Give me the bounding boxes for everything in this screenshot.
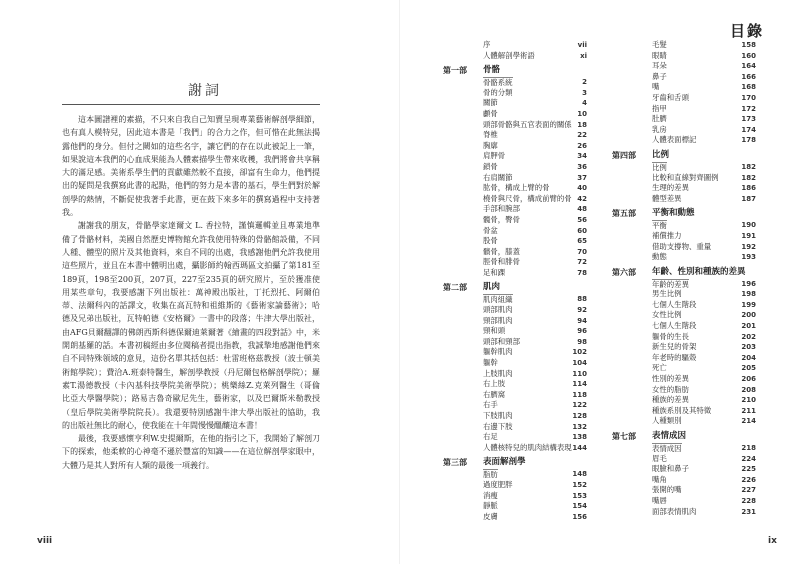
toc-entry-page: 94 <box>577 316 587 325</box>
toc-entry-title: 嘴唇 <box>652 495 667 505</box>
toc-entry-title: 頭部肌肉 <box>483 305 513 315</box>
toc-entry-title: 髖骨，臀骨 <box>483 214 520 224</box>
toc-entry[interactable] <box>443 491 587 502</box>
toc-entry[interactable] <box>443 369 587 380</box>
toc-entry[interactable] <box>612 475 756 486</box>
toc-entry[interactable] <box>443 422 587 433</box>
toc-entry-page: 48 <box>577 205 587 214</box>
toc-entry-title: 鎖骨 <box>483 161 498 171</box>
toc-entry[interactable] <box>443 120 587 131</box>
ack-paragraph-3: 最後，我要感懷亨利W.史提爾斯，在他的指引之下，我開始了解剖刀下的探索，他柔軟的心神毫不遜於豐富的知識——在這位解剖學家眼中，大體乃是其人對所有人類的最後一項義行。 <box>62 434 320 470</box>
toc-entry-title: 鼻子 <box>652 71 667 81</box>
toc-entry-title: 性別的差異 <box>652 374 689 384</box>
toc-entry[interactable] <box>612 61 756 72</box>
ack-paragraph-1: 這本圖譜裡的素描，不只來自我自己知賣呈現專業藝術解剖學細節，也有真人模特兒，因此這本書是「我們」的合力之作，但可惜在此無法揭露他們的身分。但付之闕如的這些名字，讓它們的存在以此被記上一筆，如果說這本我們的心血成果能為人體素描學生帶來收穫，我們將會共享稱大的滿足感。美術系學生們的貢獻雖然較不直接，卻富有生命力，他們提出的疑問是我撰寫此書的起點，他們的努力是本書的基石，學生們對於解剖學的熱情，不斷促使我著手此書，更在鼓下來多年的撰寫過程中支持著我。 <box>62 115 320 218</box>
toc-entry-page: 70 <box>577 247 587 256</box>
toc-entry-page: 114 <box>572 380 587 389</box>
part-number: 第三部 <box>443 458 467 468</box>
toc-entry-page: 110 <box>572 369 587 378</box>
toc-entry-page: 42 <box>577 194 587 203</box>
toc-entry-title: 肌肉組織 <box>483 295 513 305</box>
toc-entry-page: 37 <box>577 173 587 182</box>
toc-entry-title: 右臍窩 <box>483 389 506 399</box>
toc-entry[interactable] <box>612 194 756 205</box>
toc-entry-title: 右手 <box>483 400 498 410</box>
toc-entry-title: 體型差異 <box>652 193 682 203</box>
toc-entry-page: 168 <box>741 83 756 92</box>
toc-entry-title: 足和踝 <box>483 267 506 277</box>
acknowledgements-body <box>62 113 320 472</box>
toc-entry-title: 髕骨，膝蓋 <box>483 246 520 256</box>
toc-entry-page: 18 <box>577 120 587 129</box>
toc-entry-page: 205 <box>741 364 756 373</box>
toc-entry[interactable] <box>612 321 756 332</box>
toc-entry-page: 34 <box>577 152 587 161</box>
toc-entry-page: 128 <box>572 412 587 420</box>
toc-entry[interactable] <box>612 289 756 300</box>
toc-entry[interactable] <box>612 183 756 194</box>
toc-entry-title: 人體表面標記 <box>652 135 697 145</box>
toc-entry-page: 172 <box>741 104 756 113</box>
toc-entry[interactable] <box>443 215 587 226</box>
toc-entry[interactable] <box>443 400 587 411</box>
toc-entry-title: 橈骨與尺骨，構成前臂的骨 <box>483 193 572 203</box>
toc-entry[interactable] <box>443 109 587 120</box>
toc-entry-page: 214 <box>741 417 756 426</box>
part-title: 年齡、性別和種族的差異 <box>652 266 746 277</box>
toc-entry[interactable] <box>443 77 587 88</box>
toc-entry-title: 肚臍 <box>652 114 667 124</box>
toc-entry-title: 眉毛 <box>652 453 667 463</box>
toc-entry-title: 男生比例 <box>652 289 682 299</box>
toc-entry-title: 死亡 <box>652 363 667 373</box>
toc-entry-page: 40 <box>577 184 587 193</box>
toc-entry-title: 張開的嘴 <box>652 485 682 495</box>
toc-entry-title: 頭部骨骼與五官表面的關係 <box>483 119 572 129</box>
toc-entry-page: 60 <box>577 226 587 235</box>
toc-entry[interactable] <box>443 257 587 268</box>
left-page <box>0 0 399 564</box>
ack-paragraph-2: 謝謝我的朋友，骨骼學家達爾文 L. 香拉特，謹慎邏輯並且專業地準備了骨骼材料，美國自然歷史博物館允許我使用特殊的骨骼館設備，不同人種、體型的照片及其他資料，來自不同的出處，我感謝他們允許我使用這些照片，並且在本書中體明出處，攝影師約翰西瑪區文拍攝了第181至189頁，198至200頁，207頁，227至235頁的研究照片，至於獲准使用某些章句，我要感謝下列出版社：萬神殿出版社，丁托烈托、阿爾伯蒂、法爾科內的話譯文，收集在高瓦特和祖維斯的《藝術家論藝術》；哈德及兄弟出版社，瓦特帕德《安格爾》一書中的段落；牛津大學出版社，由AFG貝爾翻譯的佛朗西斯科德保爾迪萊爾著《繪畫的四段對話》中，米開朗基羅的話。本書初稿經由多位閱稿者提出指教，我誠摯地感謝他們來自不同特殊領域的意見，這份名單其括包括：杜雷班格茲教授（波士頓美術館學院）；費洽A.班泰特醫生，解剖學教授（丹尼爾包格解剖學院）；羅素T.湯德教授（卡內基科技學院美術學院）；桃樂絲Z.克萊列醫生（哥倫比亞大學醫學院）；路易吉魯奇歐尼先生，藝術家，以及巴爾斯米勒教授（皇后學院美術學院院長）。我還要特別感謝牛津大學出版社的協助，我的出版社無比的耐心，使我能在十年間慢慢醞釀這本書！ <box>62 221 320 430</box>
toc-entry-page: 208 <box>741 385 756 394</box>
toc-entry-title: 平衡 <box>652 221 667 231</box>
toc-entry[interactable] <box>612 464 756 475</box>
toc-entry[interactable] <box>443 337 587 348</box>
toc-entry-title: 面部表情肌肉 <box>652 506 697 516</box>
toc-entry-title: 頸和頭 <box>483 326 506 336</box>
toc-entry-title: 顱骨 <box>483 108 498 118</box>
toc-entry[interactable] <box>612 72 756 83</box>
toc-entry-page: 186 <box>741 184 756 193</box>
toc-entry[interactable] <box>443 316 587 327</box>
toc-entry[interactable] <box>443 379 587 390</box>
toc-entry-title: 皮膚 <box>483 511 498 521</box>
toc-entry-page: 2 <box>582 78 587 87</box>
toc-entry-title: 表情成因 <box>652 444 682 453</box>
toc-entry[interactable] <box>443 183 587 194</box>
toc-entry-page: 182 <box>741 173 756 182</box>
toc-entry-title: 關節 <box>483 98 498 108</box>
toc-entry[interactable] <box>443 51 587 62</box>
toc-entry-page: 3 <box>582 88 587 97</box>
toc-entry[interactable] <box>612 279 756 290</box>
toc-entry[interactable] <box>612 385 756 396</box>
toc-entry-page: 10 <box>577 109 587 118</box>
toc-entry[interactable] <box>612 104 756 115</box>
toc-entry[interactable] <box>612 300 756 311</box>
toc-entry-title: 下肢肌肉 <box>483 411 513 420</box>
toc-entry-title: 骨盆 <box>483 225 498 235</box>
toc-entry-page: 36 <box>577 162 587 171</box>
toc-entry-page: vii <box>577 41 587 49</box>
toc-entry[interactable] <box>443 141 587 152</box>
toc-entry-title: 年老時的驅殼 <box>652 352 697 362</box>
toc-entry[interactable] <box>612 406 756 417</box>
toc-entry-title: 人種類別 <box>652 416 682 426</box>
toc-entry-title: 股骨 <box>483 236 498 246</box>
toc-entry[interactable] <box>443 294 587 305</box>
toc-part-heading <box>443 456 587 469</box>
part-title: 肌肉 <box>483 282 501 293</box>
toc-entry-page: 102 <box>572 348 587 357</box>
toc-entry[interactable] <box>443 151 587 162</box>
page-number-right: ix <box>768 536 777 546</box>
toc-part-heading <box>612 149 756 162</box>
toc-entry-page: 166 <box>741 72 756 81</box>
toc-entry-title: 毛髮 <box>652 40 667 49</box>
toc-entry-page: 178 <box>741 136 756 145</box>
toc-entry-title: 七個人生階段 <box>652 321 697 331</box>
toc-entry-page: 224 <box>741 454 756 463</box>
toc-entry[interactable] <box>443 236 587 247</box>
toc-entry-page: 210 <box>741 396 756 405</box>
toc-entry[interactable] <box>612 40 756 51</box>
toc-entry-title: 靜脈 <box>483 501 498 511</box>
toc-entry-page: 190 <box>741 221 756 230</box>
toc-entry-title: 右邊下肢 <box>483 421 513 431</box>
toc-entry-page: 196 <box>741 279 756 288</box>
toc-entry-title: 消瘦 <box>483 490 498 500</box>
toc-entry-title: 脊椎 <box>483 130 498 140</box>
toc-entry-title: 新生兒的骨架 <box>652 342 697 352</box>
toc-entry-page: 164 <box>741 62 756 71</box>
toc-entry[interactable] <box>612 125 756 136</box>
toc-entry-page: 26 <box>577 141 587 150</box>
toc-entry[interactable] <box>443 162 587 173</box>
toc-entry-page: 104 <box>572 359 587 368</box>
toc-column-right <box>612 40 756 517</box>
toc-entry-title: 七個人生階段 <box>652 299 697 309</box>
part-title: 平衡和動態 <box>652 208 695 219</box>
toc-entry-page: 218 <box>741 444 756 452</box>
toc-part-heading <box>612 266 756 279</box>
part-number: 第六部 <box>612 267 636 277</box>
toc-entry-title: 右肩關節 <box>483 172 513 182</box>
toc-part-heading <box>443 64 587 77</box>
toc-entry-title: 指甲 <box>652 103 667 113</box>
toc-entry-page: 118 <box>572 390 587 399</box>
toc-entry[interactable] <box>612 51 756 62</box>
toc-entry[interactable] <box>443 88 587 99</box>
toc-entry-title: 種族的差異 <box>652 395 689 405</box>
toc-part-heading <box>443 281 587 294</box>
toc-entry[interactable] <box>612 374 756 385</box>
part-number: 第一部 <box>443 66 467 76</box>
toc-entry-page: 226 <box>741 475 756 484</box>
toc-entry-page: 148 <box>572 470 587 479</box>
toc-entry[interactable] <box>443 347 587 358</box>
toc-entry[interactable] <box>612 220 756 231</box>
toc-entry-page: 4 <box>582 99 587 108</box>
toc-entry[interactable] <box>612 231 756 242</box>
toc-entry[interactable] <box>612 93 756 104</box>
toc-entry[interactable] <box>612 135 756 146</box>
toc-entry-page: 156 <box>572 512 587 521</box>
toc-entry[interactable] <box>443 204 587 215</box>
toc-entry-title: 手部和腕部 <box>483 204 520 214</box>
toc-entry-page: 98 <box>577 337 587 346</box>
toc-entry-page: 56 <box>577 215 587 224</box>
toc-entry[interactable] <box>612 82 756 93</box>
toc-entry[interactable] <box>612 443 756 454</box>
toc-entry-page: 191 <box>741 231 756 240</box>
toc-column-left <box>443 40 587 522</box>
toc-entry-page: 227 <box>741 486 756 495</box>
toc-entry[interactable] <box>443 469 587 480</box>
toc-entry-title: 肩胛骨 <box>483 151 506 161</box>
toc-entry[interactable] <box>443 390 587 401</box>
toc-part-heading <box>612 207 756 220</box>
toc-entry-page: 138 <box>572 433 587 442</box>
toc-entry-page: 204 <box>741 353 756 362</box>
toc-entry-title: 脛骨和腓骨 <box>483 257 520 267</box>
toc-entry[interactable] <box>443 512 587 523</box>
toc-entry[interactable] <box>612 162 756 173</box>
toc-entry-page: 182 <box>741 162 756 171</box>
part-number: 第二部 <box>443 283 467 293</box>
toc-entry-page: 144 <box>572 443 587 452</box>
toc-entry-page: 174 <box>741 125 756 134</box>
toc-entry[interactable] <box>443 268 587 279</box>
toc-entry[interactable] <box>443 247 587 258</box>
toc-entry-title: 耳朵 <box>652 61 667 71</box>
toc-entry-title: 年齡的差異 <box>652 279 689 289</box>
toc-entry[interactable] <box>612 332 756 343</box>
toc-entry-title: 補償推力 <box>652 230 682 240</box>
toc-entry-title: 序 <box>483 40 491 49</box>
toc-entry[interactable] <box>612 485 756 496</box>
toc-entry-page: 206 <box>741 375 756 384</box>
toc-entry[interactable] <box>443 443 587 454</box>
toc-entry-title: 上肢肌肉 <box>483 368 513 378</box>
toc-entry-title: 頸部肌肉 <box>483 315 513 325</box>
toc-entry[interactable] <box>443 411 587 422</box>
toc-entry-title: 女性的脂肪 <box>652 384 689 394</box>
toc-entry-title: 軀骨的生長 <box>652 331 689 341</box>
toc-entry[interactable] <box>612 395 756 406</box>
part-title: 比例 <box>652 149 670 160</box>
toc-entry-title: 骨骼系統 <box>483 78 513 88</box>
toc-entry-title: 軀幹肌肉 <box>483 347 513 357</box>
toc-entry-title: 骨的分類 <box>483 87 513 97</box>
toc-entry[interactable] <box>443 480 587 491</box>
toc-entry-page: 65 <box>577 237 587 246</box>
toc-entry-page: 173 <box>741 115 756 124</box>
toc-entry[interactable] <box>612 507 756 518</box>
toc-entry-title: 右足 <box>483 432 498 442</box>
toc-entry-page: 152 <box>572 480 587 489</box>
toc-entry-page: 200 <box>741 311 756 320</box>
toc-entry-page: 170 <box>741 93 756 102</box>
toc-entry-title: 眼睛 <box>652 50 667 60</box>
toc-title: 目錄 <box>730 22 765 40</box>
right-page <box>400 0 799 564</box>
toc-entry-page: 122 <box>572 401 587 410</box>
toc-entry-title: 比較和直線對齊圖例 <box>652 172 719 182</box>
part-title: 骨骼 <box>483 65 501 76</box>
part-title: 表面解剖學 <box>483 457 526 468</box>
toc-entry-page: 203 <box>741 343 756 352</box>
toc-entry-title: 種族系別及其特徵 <box>652 405 712 415</box>
toc-entry[interactable] <box>443 305 587 316</box>
toc-entry[interactable] <box>443 226 587 237</box>
toc-entry[interactable] <box>443 173 587 184</box>
toc-entry-page: 192 <box>741 242 756 251</box>
toc-entry-page: 198 <box>741 290 756 299</box>
toc-entry-page: 160 <box>741 51 756 60</box>
toc-entry-title: 人體解剖學術語 <box>483 50 535 60</box>
toc-entry-title: 頭部和頸部 <box>483 336 520 346</box>
toc-entry[interactable] <box>443 98 587 109</box>
toc-entry-title: 脂肪 <box>483 470 498 480</box>
toc-entry[interactable] <box>612 114 756 125</box>
toc-entry[interactable] <box>612 454 756 465</box>
toc-entry-page: 78 <box>577 268 587 277</box>
toc-entry[interactable] <box>443 130 587 141</box>
toc-entry[interactable] <box>612 173 756 184</box>
toc-entry-title: 比例 <box>652 162 667 172</box>
toc-entry-page: 92 <box>577 306 587 315</box>
toc-entry-title: 軀幹 <box>483 358 498 368</box>
toc-entry[interactable] <box>612 342 756 353</box>
toc-entry-page: 158 <box>741 41 756 49</box>
toc-entry-title: 生理的差異 <box>652 183 689 193</box>
page-number-left: viii <box>37 536 53 546</box>
toc-entry[interactable] <box>443 40 587 51</box>
toc-entry[interactable] <box>443 194 587 205</box>
toc-entry-page: 193 <box>741 253 756 262</box>
toc-entry-title: 女性比例 <box>652 310 682 320</box>
toc-entry[interactable] <box>443 358 587 369</box>
toc-entry[interactable] <box>612 242 756 253</box>
toc-entry-title: 嘴角 <box>652 474 667 484</box>
toc-entry-page: 202 <box>741 332 756 341</box>
toc-entry-page: 211 <box>741 406 756 415</box>
toc-entry-title: 右上肢 <box>483 379 506 389</box>
part-title: 表情成因 <box>652 431 687 441</box>
toc-entry[interactable] <box>612 363 756 374</box>
toc-entry-page: 199 <box>741 300 756 309</box>
toc-entry[interactable] <box>443 326 587 337</box>
toc-entry[interactable] <box>612 496 756 507</box>
toc-entry[interactable] <box>612 416 756 427</box>
toc-entry-title: 牙齒和舌頭 <box>652 92 689 102</box>
toc-entry-title: 過度肥胖 <box>483 479 513 489</box>
acknowledgements-title: 謝詞 <box>188 83 222 99</box>
toc-entry-title: 嘴 <box>652 82 660 92</box>
toc-entry-page: 96 <box>577 327 587 336</box>
toc-entry-page: 187 <box>741 194 756 203</box>
title-rule <box>62 104 320 105</box>
toc-entry-title: 借助支撐物、重量 <box>652 241 712 251</box>
part-number: 第七部 <box>612 432 636 441</box>
toc-entry-page: 22 <box>577 131 587 140</box>
toc-entry[interactable] <box>612 310 756 321</box>
toc-entry-page: 132 <box>572 422 587 431</box>
toc-entry-page: 201 <box>741 322 756 331</box>
toc-entry-title: 胸廓 <box>483 140 498 150</box>
toc-entry[interactable] <box>612 252 756 263</box>
toc-entry-page: 228 <box>741 496 756 505</box>
toc-entry-page: xi <box>580 51 587 60</box>
toc-entry-page: 225 <box>741 465 756 474</box>
toc-entry-page: 88 <box>577 295 587 304</box>
toc-entry-page: 154 <box>572 502 587 511</box>
toc-entry[interactable] <box>443 501 587 512</box>
toc-entry-page: 231 <box>741 507 756 516</box>
toc-entry[interactable] <box>612 353 756 364</box>
toc-entry-page: 153 <box>572 491 587 500</box>
toc-entry-title: 人體核特兒的肌肉結構表現 <box>483 442 572 452</box>
toc-entry-title: 乳房 <box>652 124 667 134</box>
toc-entry-title: 眼臉和鼻子 <box>652 464 689 474</box>
toc-entry-title: 動態 <box>652 252 667 262</box>
part-number: 第四部 <box>612 150 636 160</box>
toc-entry-page: 72 <box>577 258 587 267</box>
toc-entry-title: 肱骨，構成上臂的骨 <box>483 183 550 193</box>
toc-entry[interactable] <box>443 432 587 443</box>
toc-part-heading <box>612 430 756 443</box>
part-number: 第五部 <box>612 209 636 219</box>
